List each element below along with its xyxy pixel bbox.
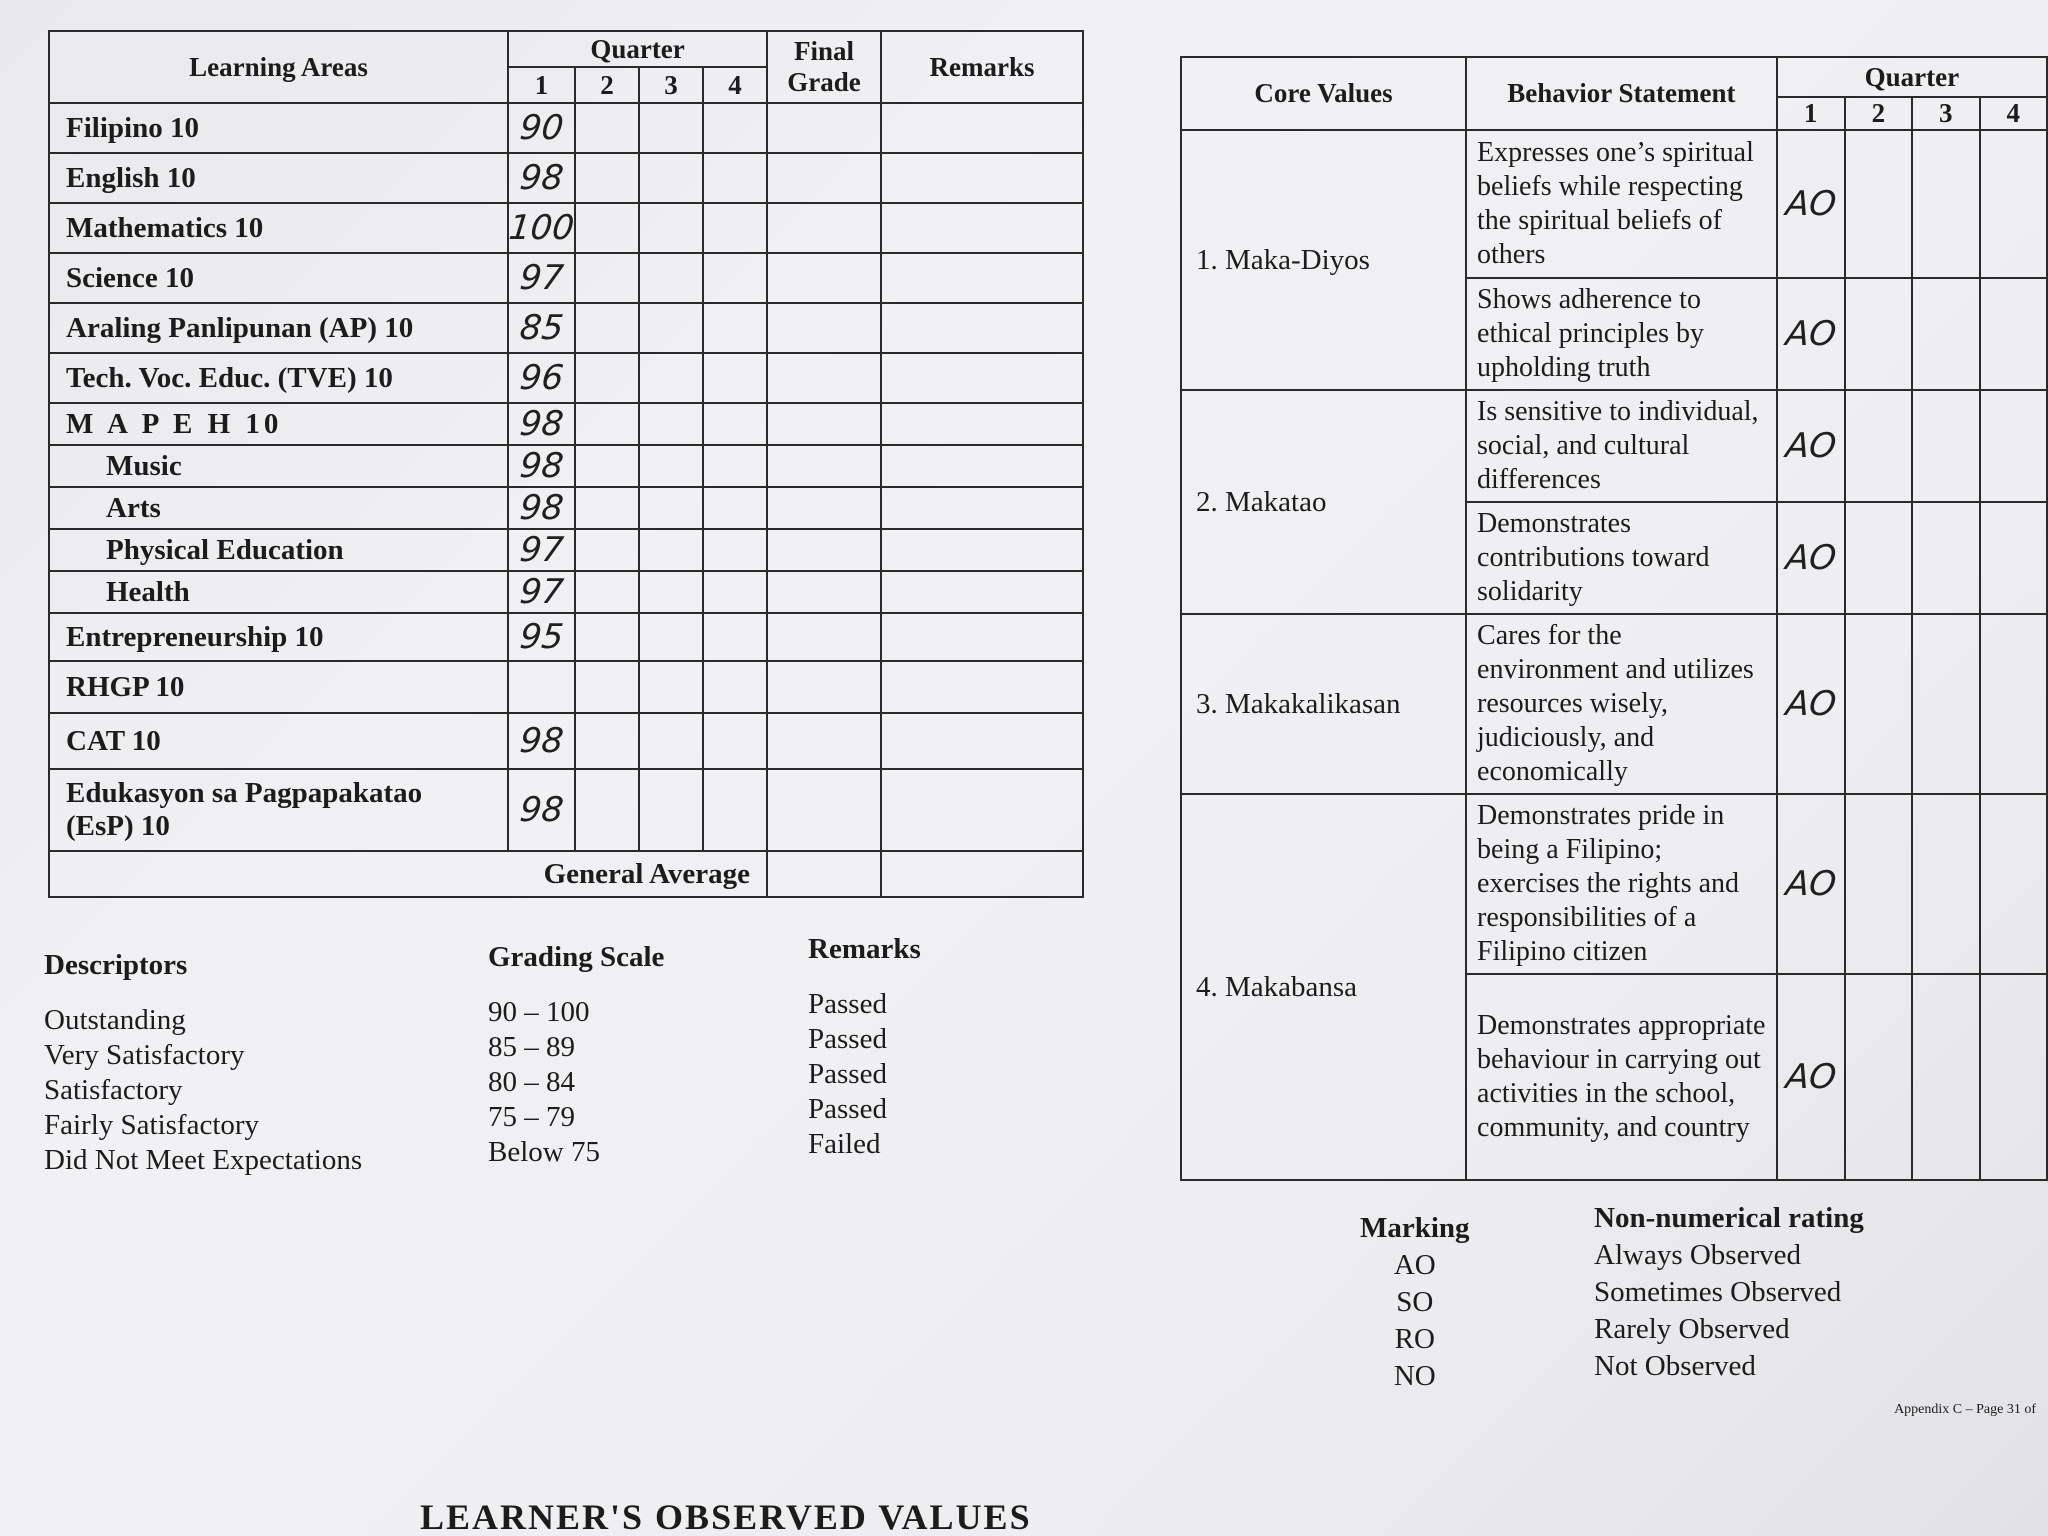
behavior-statement: Cares for the environment and utilizes resources wisely, judiciously, and economically xyxy=(1466,614,1777,794)
values-row xyxy=(1181,130,2047,278)
values-row xyxy=(1181,614,2047,794)
learning-area: Tech. Voc. Educ. (TVE) 10 xyxy=(49,353,508,403)
values-quarter-4-header: 4 xyxy=(1980,97,2048,130)
quarter-2-header: 2 xyxy=(575,67,639,103)
core-values-header: Core Values xyxy=(1181,57,1466,130)
grade-row xyxy=(49,529,1083,571)
non-numerical-rating-column xyxy=(1594,1200,1864,1385)
values-row xyxy=(1181,794,2047,974)
grade-row xyxy=(49,253,1083,303)
general-average-row xyxy=(49,851,1083,897)
q1-grade: 97 xyxy=(517,572,566,612)
q1-grade: 96 xyxy=(517,358,566,398)
learning-area xyxy=(49,769,508,851)
remarks-heading: Remarks xyxy=(808,933,921,965)
core-value: 1. Maka-Diyos xyxy=(1181,130,1466,390)
marking-heading: Marking xyxy=(1360,1212,1470,1244)
marking-column xyxy=(1360,1210,1470,1395)
grading-scale-item: 90 – 100 xyxy=(488,996,590,1028)
grade-row xyxy=(49,353,1083,403)
grade-row xyxy=(49,153,1083,203)
rating-item: Not Observed xyxy=(1594,1350,1756,1382)
descriptor-item: Outstanding xyxy=(44,1004,186,1036)
q1-grade: 100 xyxy=(506,208,577,248)
quarter-4-header: 4 xyxy=(703,67,767,103)
learning-area-line1: Edukasyon sa Pagpapakatao xyxy=(66,777,423,809)
learning-area: Music xyxy=(49,445,508,487)
descriptor-item: Did Not Meet Expectations xyxy=(44,1144,363,1176)
grade-row xyxy=(49,445,1083,487)
learning-areas-header: Learning Areas xyxy=(49,31,508,103)
rating-item: Rarely Observed xyxy=(1594,1313,1790,1345)
remarks-column xyxy=(808,932,921,1162)
q1-grade: 90 xyxy=(517,108,566,148)
grading-scale-item: 85 – 89 xyxy=(488,1031,575,1063)
learning-area: Science 10 xyxy=(49,253,508,303)
grade-row xyxy=(49,403,1083,445)
final-grade-header xyxy=(767,31,881,103)
learning-area: English 10 xyxy=(49,153,508,203)
grades-table xyxy=(48,30,1084,898)
q1-grade: 95 xyxy=(517,617,566,657)
non-numerical-rating-heading: Non-numerical rating xyxy=(1594,1202,1864,1234)
next-section-title: LEARNER'S OBSERVED VALUES xyxy=(420,1497,1032,1536)
values-quarter-2-header: 2 xyxy=(1845,97,1912,130)
q1-rating: AO xyxy=(1783,1057,1838,1097)
learning-area: M A P E H 10 xyxy=(49,403,508,445)
rating-item: Always Observed xyxy=(1594,1239,1801,1271)
grading-scale-item: 80 – 84 xyxy=(488,1066,575,1098)
grade-row xyxy=(49,303,1083,353)
descriptor-item: Satisfactory xyxy=(44,1074,183,1106)
q1-grade: 98 xyxy=(517,488,566,528)
page-footer-note: Appendix C – Page 31 of xyxy=(1894,1402,2036,1417)
q1-grade: 98 xyxy=(517,446,566,486)
values-row xyxy=(1181,390,2047,502)
learning-area-line2: (EsP) 10 xyxy=(66,810,170,842)
descriptors-column xyxy=(44,948,362,1178)
descriptors-heading: Descriptors xyxy=(44,949,188,981)
learning-area: RHGP 10 xyxy=(49,661,508,713)
remark-item: Failed xyxy=(808,1128,881,1160)
grade-row xyxy=(49,571,1083,613)
core-value: 4. Makabansa xyxy=(1181,794,1466,1180)
grade-row xyxy=(49,613,1083,661)
marking-item: NO xyxy=(1393,1360,1436,1392)
core-value: 3. Makakalikasan xyxy=(1181,614,1466,794)
values-quarter-header: Quarter xyxy=(1777,57,2047,97)
grade-row xyxy=(49,203,1083,253)
learning-area: CAT 10 xyxy=(49,713,508,769)
quarter-3-header: 3 xyxy=(639,67,703,103)
grade-row xyxy=(49,487,1083,529)
q1-grade: 98 xyxy=(517,790,566,830)
q1-rating: AO xyxy=(1783,184,1838,224)
q1-grade: 97 xyxy=(517,258,566,298)
learning-area: Arts xyxy=(49,487,508,529)
learning-area: Entrepreneurship 10 xyxy=(49,613,508,661)
behavior-statement: Demonstrates contributions toward solidarity xyxy=(1466,502,1777,614)
learning-area: Physical Education xyxy=(49,529,508,571)
values-quarter-1-header: 1 xyxy=(1777,97,1845,130)
behavior-statement: Expresses one’s spiritual beliefs while respecting the spiritual beliefs of others xyxy=(1466,130,1777,278)
core-values-table xyxy=(1180,56,2048,1181)
grading-scale-item: Below 75 xyxy=(488,1136,600,1168)
remark-item: Passed xyxy=(808,1023,887,1055)
behavior-statement-header: Behavior Statement xyxy=(1466,57,1777,130)
q1-grade: 98 xyxy=(517,721,566,761)
grade-row xyxy=(49,713,1083,769)
q1-grade: 85 xyxy=(517,308,566,348)
final-grade-line2: Grade xyxy=(787,67,861,97)
q1-rating: AO xyxy=(1783,314,1838,354)
behavior-statement: Shows adherence to ethical principles by upholding truth xyxy=(1466,278,1777,390)
quarter-header: Quarter xyxy=(508,31,767,67)
learning-area: Health xyxy=(49,571,508,613)
behavior-statement: Is sensitive to individual, social, and cultural differences xyxy=(1466,390,1777,502)
q1-grade: 98 xyxy=(517,404,566,444)
grading-scale-column xyxy=(488,940,664,1170)
descriptor-item: Fairly Satisfactory xyxy=(44,1109,260,1141)
quarter-1-header: 1 xyxy=(508,67,575,103)
learning-area: Mathematics 10 xyxy=(49,203,508,253)
grade-row xyxy=(49,661,1083,713)
q1-rating: AO xyxy=(1783,538,1838,578)
marking-item: SO xyxy=(1396,1286,1434,1318)
rating-item: Sometimes Observed xyxy=(1594,1276,1842,1308)
marking-item: RO xyxy=(1394,1323,1435,1355)
learning-area: Filipino 10 xyxy=(49,103,508,153)
behavior-statement: Demonstrates appropriate behaviour in carrying out activities in the school, community, and country xyxy=(1466,974,1777,1180)
values-quarter-3-header: 3 xyxy=(1912,97,1979,130)
final-grade-line1: Final xyxy=(793,36,854,66)
q1-grade: 97 xyxy=(517,530,566,570)
remark-item: Passed xyxy=(808,1058,887,1090)
behavior-statement: Demonstrates pride in being a Filipino; exercises the rights and responsibilities of a Filipino citizen xyxy=(1466,794,1777,974)
q1-rating: AO xyxy=(1783,426,1838,466)
q1-rating: AO xyxy=(1783,684,1838,724)
remark-item: Passed xyxy=(808,1093,887,1125)
grade-row xyxy=(49,103,1083,153)
grading-scale-item: 75 – 79 xyxy=(488,1101,575,1133)
remarks-header: Remarks xyxy=(881,31,1083,103)
general-average-label: General Average xyxy=(49,851,767,897)
grade-row xyxy=(49,769,1083,851)
core-value: 2. Makatao xyxy=(1181,390,1466,614)
q1-grade: 98 xyxy=(517,158,566,198)
q1-rating: AO xyxy=(1783,864,1838,904)
descriptor-item: Very Satisfactory xyxy=(44,1039,245,1071)
marking-item: AO xyxy=(1393,1249,1436,1281)
grading-scale-heading: Grading Scale xyxy=(488,941,665,973)
remark-item: Passed xyxy=(808,988,887,1020)
learning-area: Araling Panlipunan (AP) 10 xyxy=(49,303,508,353)
